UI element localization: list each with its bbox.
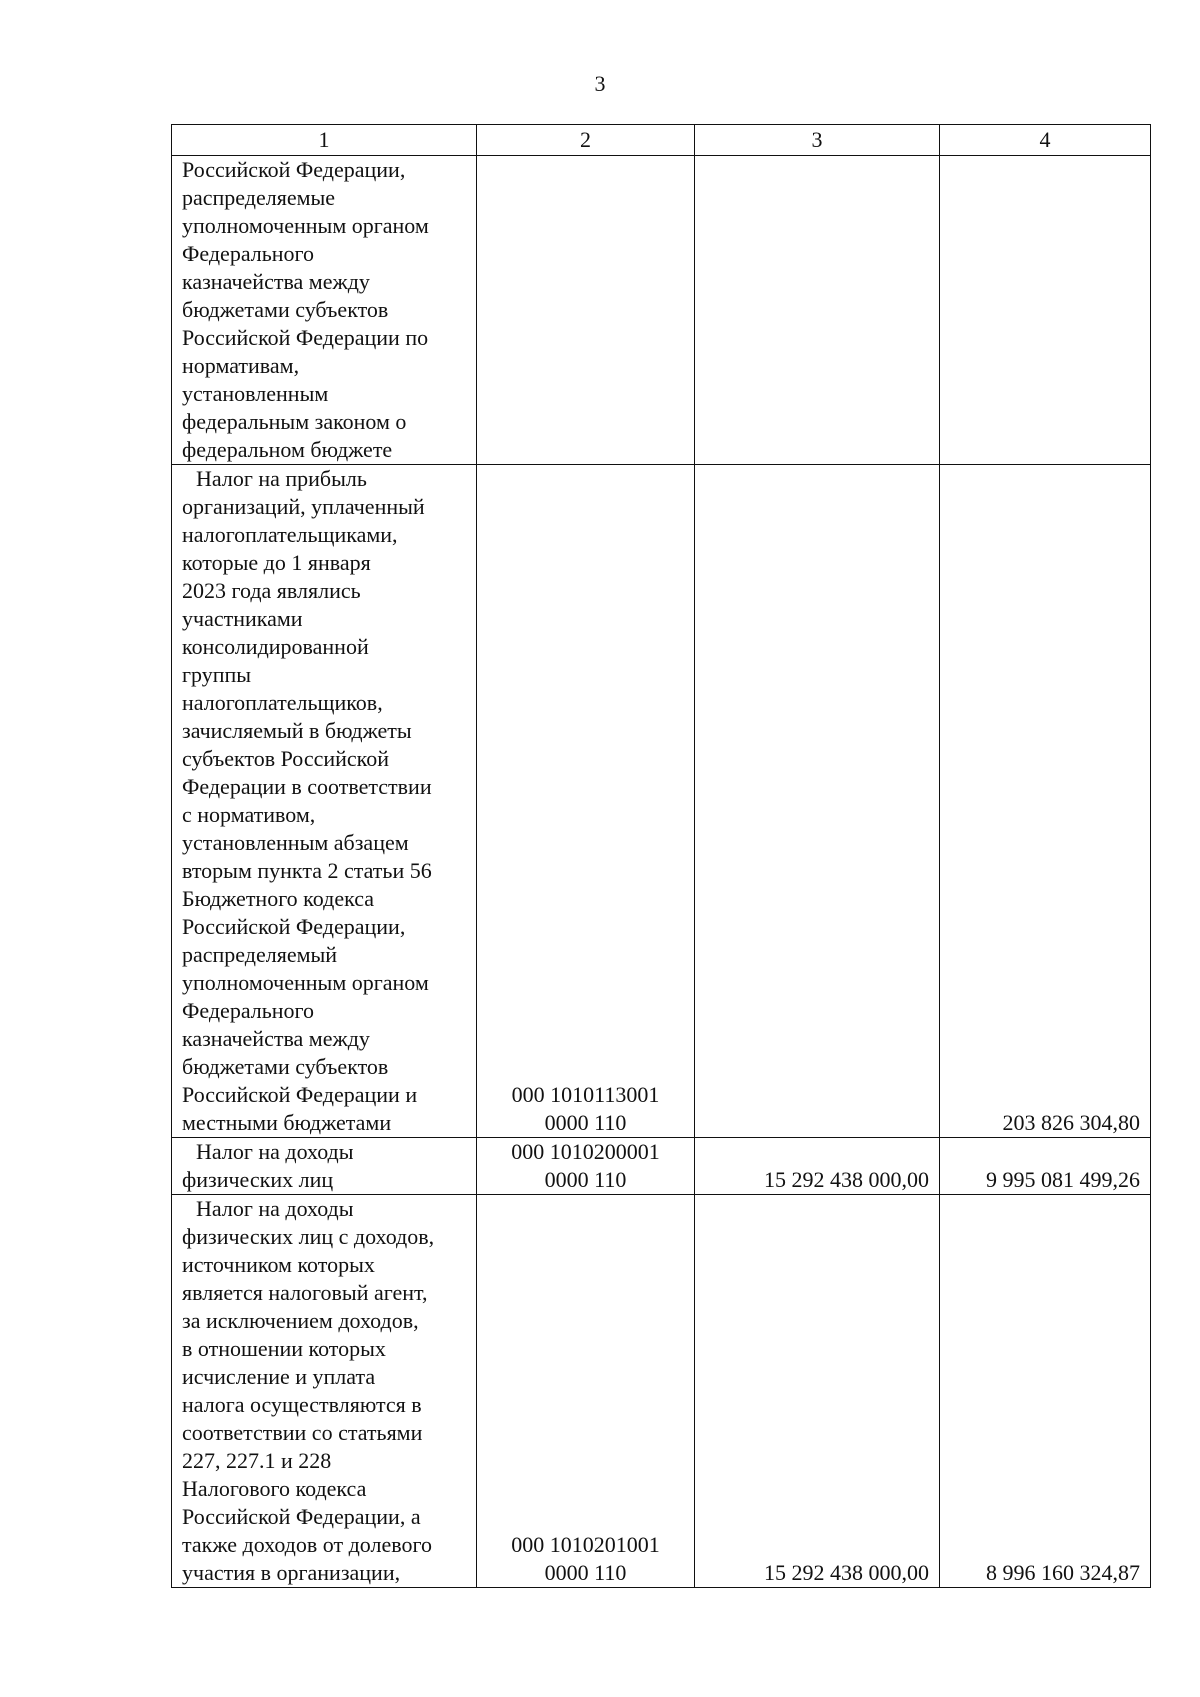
row-name-line: физических лиц xyxy=(182,1167,334,1192)
row-code-cell xyxy=(477,465,695,1138)
row-name-line: физических лиц с доходов, xyxy=(182,1224,435,1249)
row-name-line: группы xyxy=(182,662,252,687)
row-name-line: установленным xyxy=(182,381,329,406)
row-actual-amount xyxy=(940,156,1151,465)
row-code-line: 0000 110 xyxy=(544,1560,627,1585)
row-name-line: за исключением доходов, xyxy=(182,1308,419,1333)
row-name-line: 2023 года являлись xyxy=(182,578,361,603)
row-actual-amount: 203 826 304,80 xyxy=(940,465,1151,1138)
row-code-cell xyxy=(477,156,695,465)
row-name-line: участниками xyxy=(182,606,303,631)
row-planned-amount: 15 292 438 000,00 xyxy=(695,1195,940,1588)
row-name-line: федеральным законом о xyxy=(182,409,407,434)
row-name-line: Федерации в соответствии xyxy=(182,774,432,799)
row-name-line: налога осуществляются в xyxy=(182,1392,422,1417)
column-header: 3 xyxy=(695,125,940,156)
row-code-line xyxy=(487,436,684,464)
row-name-line: зачисляемый в бюджеты xyxy=(182,718,412,743)
row-name-line: источником которых xyxy=(182,1252,375,1277)
row-name-line: Российской Федерации, а xyxy=(182,1504,421,1529)
row-name-line: субъектов Российской xyxy=(182,746,390,771)
table-row xyxy=(172,1138,1151,1195)
row-code-cell xyxy=(477,1138,695,1195)
row-name-line: которые до 1 января xyxy=(182,550,371,575)
row-actual-amount: 8 996 160 324,87 xyxy=(940,1195,1151,1588)
row-name-line: Российской Федерации, xyxy=(182,914,406,939)
row-name-line: Налог на доходы xyxy=(196,1196,354,1221)
row-name-line: федеральном бюджете xyxy=(182,437,393,462)
row-name-line: консолидированной xyxy=(182,634,369,659)
row-name-line: в отношении которых xyxy=(182,1336,386,1361)
row-name-line: казначейства между xyxy=(182,1026,370,1051)
row-name-line: Федерального xyxy=(182,241,315,266)
table-row xyxy=(172,1195,1151,1588)
table-row xyxy=(172,156,1151,465)
row-name-cell xyxy=(172,156,477,465)
row-name-cell xyxy=(172,1138,477,1195)
row-name-line: местными бюджетами xyxy=(182,1110,392,1135)
row-code-line: 0000 110 xyxy=(544,1167,627,1192)
row-name-line: Бюджетного кодекса xyxy=(182,886,375,911)
row-name-line: организаций, уплаченный xyxy=(182,494,425,519)
row-code-line: 000 1010201001 xyxy=(511,1532,660,1557)
row-name-line: установленным абзацем xyxy=(182,830,409,855)
row-name-line: Российской Федерации по xyxy=(182,325,429,350)
row-name-cell xyxy=(172,1195,477,1588)
table-header-row xyxy=(172,125,1151,156)
row-name-line: распределяемый xyxy=(182,942,338,967)
row-name-line: Российской Федерации и xyxy=(182,1082,418,1107)
row-name-line: участия в организации, xyxy=(182,1560,401,1585)
row-code-line xyxy=(487,408,684,436)
row-name-line: с нормативом, xyxy=(182,802,316,827)
row-planned-amount: 15 292 438 000,00 xyxy=(695,1138,940,1195)
row-name-line: также доходов от долевого xyxy=(182,1532,432,1557)
row-code-line: 0000 110 xyxy=(544,1110,627,1135)
row-name-line: бюджетами субъектов xyxy=(182,1054,389,1079)
row-name-line: уполномоченным органом xyxy=(182,970,429,995)
row-name-cell xyxy=(172,465,477,1138)
row-name-line: Российской Федерации, xyxy=(182,157,406,182)
column-header: 2 xyxy=(477,125,695,156)
row-name-line: нормативам, xyxy=(182,353,300,378)
table-row xyxy=(172,465,1151,1138)
row-name-line: Налог на доходы xyxy=(196,1139,354,1164)
row-planned-amount xyxy=(695,156,940,465)
row-code-line: 000 1010113001 xyxy=(511,1082,660,1107)
row-name-line: бюджетами субъектов xyxy=(182,297,389,322)
row-code-cell xyxy=(477,1195,695,1588)
row-name-line: 227, 227.1 и 228 xyxy=(182,1448,332,1473)
row-name-line: налогоплательщиками, xyxy=(182,522,398,547)
column-header: 4 xyxy=(940,125,1151,156)
page-number: 3 xyxy=(594,71,606,96)
row-name-line: Федерального xyxy=(182,998,315,1023)
row-name-line: является налоговый агент, xyxy=(182,1280,428,1305)
revenue-table xyxy=(171,124,1151,1588)
row-actual-amount: 9 995 081 499,26 xyxy=(940,1138,1151,1195)
row-name-line: исчисление и уплата xyxy=(182,1364,376,1389)
row-name-line: налогоплательщиков, xyxy=(182,690,383,715)
row-planned-amount xyxy=(695,465,940,1138)
row-name-line: распределяемые xyxy=(182,185,336,210)
row-name-line: вторым пункта 2 статьи 56 xyxy=(182,858,432,883)
row-code-line: 000 1010200001 xyxy=(511,1139,660,1164)
row-name-line: Налогового кодекса xyxy=(182,1476,367,1501)
row-name-line: Налог на прибыль xyxy=(196,466,367,491)
column-header: 1 xyxy=(172,125,477,156)
row-name-line: казначейства между xyxy=(182,269,370,294)
row-name-line: уполномоченным органом xyxy=(182,213,429,238)
row-name-line: соответствии со статьями xyxy=(182,1420,423,1445)
